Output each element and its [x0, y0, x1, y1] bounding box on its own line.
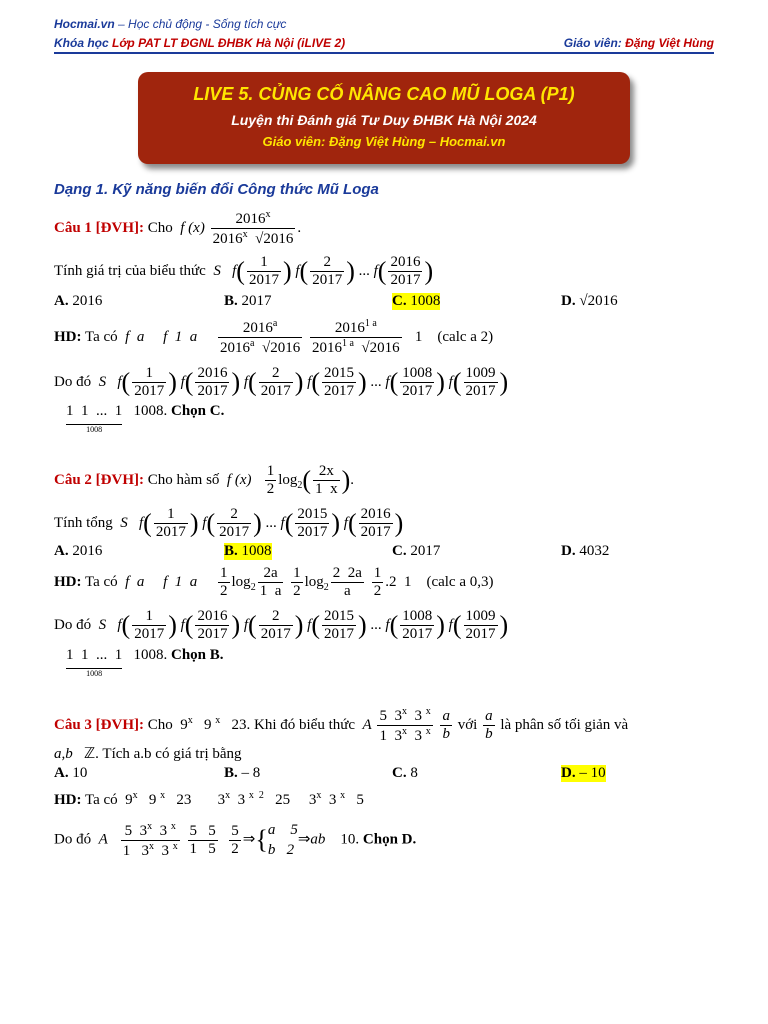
q1-option-d: D. √2016: [561, 293, 618, 309]
site-header: [54, 17, 286, 31]
q2-answer: Chọn B.: [171, 647, 224, 663]
question-1-ask-line: Tính giá trị của biểu thức S f( $\frac{1}{2017}$ ) f( $\frac{2}{2017}$ ) ... f( $\frac{2016}{2017}$ ): [54, 254, 434, 288]
teacher-label: Giáo viên:: [563, 36, 622, 50]
q1-fraction: $\frac{2016^x}{2016^x √2016}$: [212, 209, 294, 247]
banner-subtitle: Luyện thi Đánh giá Tư Duy ĐHBK Hà Nội 2024: [231, 112, 537, 128]
q2-option-d: D. 4032: [561, 543, 610, 559]
banner-teacher: Giáo viên: Đặng Việt Hùng – Hocmai.vn: [262, 134, 506, 149]
q3-option-a: A. 10: [54, 765, 88, 781]
q3-answer: Chọn D.: [362, 831, 417, 848]
q1-sum: 1 1 ... 1 1008 1008. Chọn C.: [66, 403, 225, 434]
site-tagline: – Học chủ động - Sống tích cực: [114, 17, 287, 31]
question-1-ask: Tính giá trị của biểu thức: [54, 262, 206, 279]
q1-calc: (calc a 2): [437, 328, 494, 345]
q3-do-do: Do đó A $\frac{5 3^x 3 ^x}{1 3^x 3 ^x}$ $\frac{5 5}{1 5}$ $\frac{5}{2}$ ⇒{a 5 b 2⇒ab 10. Chọn D.: [54, 820, 417, 859]
q1-option-b: B. 2017: [224, 293, 272, 309]
q2-calc: (calc a 0,3): [426, 573, 494, 590]
title-banner: [138, 72, 630, 164]
q2-sum: 1 1 ... 1 1008 1008. Chọn B.: [66, 647, 224, 678]
q1-hd-label: HD:: [54, 328, 82, 345]
header-rule: [54, 52, 714, 54]
q3-option-b: B. – 8: [224, 765, 261, 781]
q1-hd: HD: Ta có f a f 1 a $\frac{2016^a}{2016^a √2016}$ $\frac{2016^{1 a}}{2016^{1 a} √2016}$ 1 (calc a 2): [54, 318, 494, 356]
question-3-label: Câu 3 [ĐVH]:: [54, 716, 144, 733]
teacher-name: Đặng Việt Hùng: [625, 36, 714, 50]
question-1-text: Cho: [147, 219, 173, 236]
q2-option-c: C. 2017: [392, 543, 441, 559]
question-1: Câu 1 [ĐVH]: Cho f (x) $\frac{2016^x}{2016^x √2016}$ .: [54, 209, 302, 247]
q1-option-c: C. 1008: [392, 293, 441, 309]
q2-option-a: A. 2016: [54, 543, 103, 559]
course-name: Lớp PAT LT ĐGNL ĐHBK Hà Nội (iLIVE 2): [112, 36, 346, 50]
q3-option-d: D. – 10: [561, 765, 606, 781]
question-3-line2: a,b ℤ. Tích a.b có giá trị bằng: [54, 746, 242, 762]
question-2-label: Câu 2 [ĐVH]:: [54, 471, 144, 488]
q1-do-do: Do đó S f( $\frac{1}{2017}$ ) f( $\frac{2016}{2017}$ ) f( $\frac{2}{2017}$ ) f( $\frac{2015}{2017}$ ) ... f( $\frac{1008}{2017}$ ) f( $\frac{1009}{2017}$ ): [54, 365, 509, 399]
teacher-header: [564, 36, 714, 50]
course-label: Khóa học: [54, 36, 109, 50]
q3-hd: HD: Ta có 9$^x$ 9 $^x$ 23 3$^x$ 3 $^{x 2}$ 25 3$^x$ 3 $^x$ 5: [54, 790, 364, 808]
q1-option-a: A. 2016: [54, 293, 103, 309]
site-name: Hocmai.vn: [54, 17, 115, 31]
q2-option-b: B. 1008: [224, 543, 272, 559]
question-2: Câu 2 [ĐVH]: Cho hàm số f (x) $\frac{1}{2}$ $\log_2$( $\frac{2x}{1 x}$ ).: [54, 463, 355, 497]
q1-answer: Chọn C.: [171, 403, 225, 419]
question-3: Câu 3 [ĐVH]: Cho 9$^x$ 9 $^x$ 23. Khi đó biểu thức A $\frac{5 3^x 3 ^x}{1 3^x 3 ^x}$ $\frac{a}{b}$ với $\frac{a}{b}$ là phân số tối giản và: [54, 706, 629, 744]
course-header: [54, 36, 714, 50]
q3-option-c: C. 8: [392, 765, 418, 781]
banner-title: LIVE 5. CỦNG CỐ NÂNG CAO MŨ LOGA (P1): [193, 84, 575, 104]
q2-hd: HD: Ta có f a f 1 a $\frac{1}{2}$ $\log_2$ $\frac{2a}{1 a}$ $\frac{1}{2}$ $\log_2$ $\frac{2 2a}{a}$ $\frac{1}{2}$ .2 1 (calc a 0,3): [54, 565, 494, 599]
question-1-label: Câu 1 [ĐVH]:: [54, 219, 144, 236]
section-title: Dạng 1. Kỹ năng biến đổi Công thức Mũ Loga: [54, 181, 379, 198]
question-2-ask-line: Tính tổng S f( $\frac{1}{2017}$ ) f( $\frac{2}{2017}$ ) ... f( $\frac{2015}{2017}$ ) f( $\frac{2016}{2017}$ ): [54, 506, 404, 540]
q2-do-do: Do đó S f( $\frac{1}{2017}$ ) f( $\frac{2016}{2017}$ ) f( $\frac{2}{2017}$ ) f( $\frac{2015}{2017}$ ) ... f( $\frac{1008}{2017}$ ) f( $\frac{1009}{2017}$ ): [54, 608, 509, 642]
